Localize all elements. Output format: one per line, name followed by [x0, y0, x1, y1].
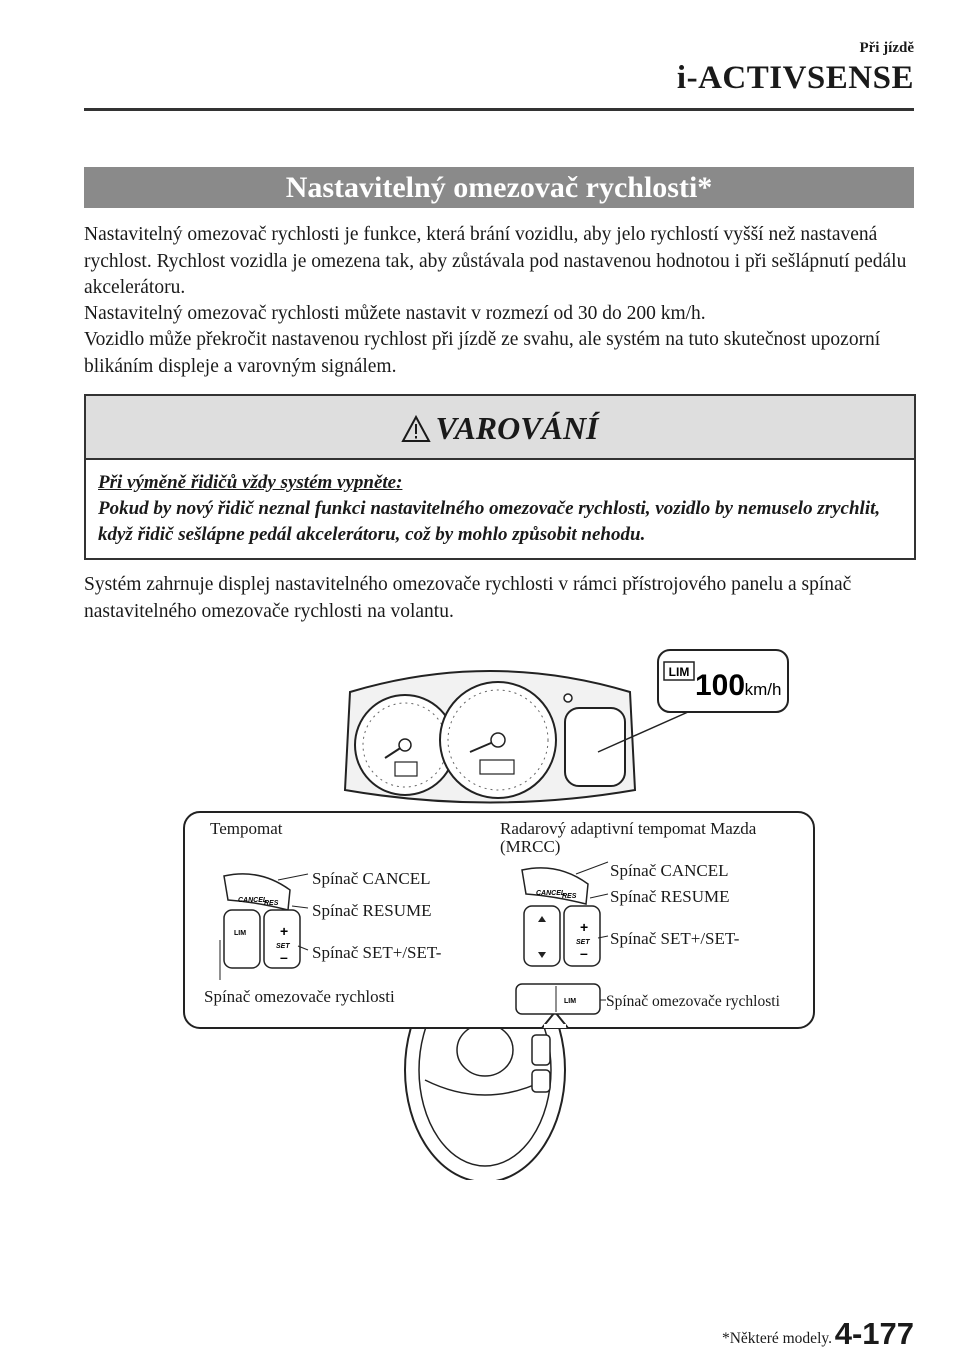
svg-text:RES: RES: [264, 900, 279, 907]
svg-text:SET: SET: [576, 939, 590, 946]
running-head-section: Při jízdě: [859, 40, 914, 56]
cruise-control-title: Tempomat: [210, 819, 283, 838]
svg-text:–: –: [580, 945, 588, 961]
right-setpm-label: Spínač SET+/SET-: [610, 929, 740, 948]
warning-text: Pokud by nový řidič neznal funkci nastavitelného omezovače rychlosti, vozidlo by nemuselo zrychlit, když řidič sešlápne pedál akcelerátoru, což by mohlo způsobit nehodu.: [98, 498, 881, 545]
svg-text:LIM: LIM: [234, 930, 247, 937]
instrument-cluster-illustration: [180, 640, 820, 1180]
svg-text:CANCEL: CANCEL: [536, 890, 566, 897]
mrcc-limiter-switch: [516, 984, 600, 1014]
svg-text:RES: RES: [562, 893, 577, 900]
footnote: *Některé modely.: [721, 1330, 832, 1347]
svg-text:–: –: [280, 949, 288, 965]
lim-badge: LIM: [668, 665, 690, 679]
mrcc-title-line1: Radarový adaptivní tempomat Mazda: [500, 819, 757, 838]
right-cancel-label: Spínač CANCEL: [610, 861, 729, 880]
svg-text:+: +: [280, 923, 289, 939]
warning-box: [84, 394, 916, 560]
right-limiter-label: Spínač omezovače rychlosti: [606, 993, 780, 1010]
left-cancel-label: Spínač CANCEL: [312, 869, 431, 888]
warning-header: [86, 396, 914, 460]
running-head-chapter: i-ACTIVSENSE: [676, 60, 914, 96]
system-description: Systém zahrnuje displej nastavitelného omezovače rychlosti v rámci přístrojového panelu a spínač nastavitelného omezovače rychlosti na volantu.: [84, 574, 852, 622]
right-resume-label: Spínač RESUME: [610, 887, 730, 906]
warning-subtitle: Při výměně řidičů vždy systém vypněte:: [98, 472, 403, 493]
svg-text:+: +: [580, 919, 589, 935]
intro-paragraph-3: Vozidlo může překročit nastavenou rychlost při jízdě ze svahu, ale systém na tuto skutečnost upozorní blikáním displeje a varovným signálem.: [84, 329, 881, 377]
header-rule: [84, 108, 914, 111]
mrcc-title-line2: (MRCC): [500, 837, 561, 856]
intro-paragraph-2: Nastavitelný omezovač rychlosti můžete nastavit v rozmezí od 30 do 200 km/h.: [84, 303, 706, 324]
limiter-display-callout: [658, 650, 788, 712]
svg-text:LIM: LIM: [564, 998, 577, 1005]
intro-paragraph-1: Nastavitelný omezovač rychlosti je funkce, která brání vozidlu, aby jelo rychlostí vyšší než nastavená rychlost. Rychlost vozidla je omezena tak, aby zůstávala pod nastavenou hodnotou i při sešlápnutí pedálu akcelerátoru.: [84, 224, 907, 298]
warning-triangle-icon: [401, 415, 431, 443]
set-speed-value: 100: [694, 669, 746, 702]
left-resume-label: Spínač RESUME: [312, 901, 432, 920]
svg-text:SET: SET: [276, 943, 290, 950]
left-limiter-label: Spínač omezovače rychlosti: [204, 987, 395, 1006]
warning-body: [86, 460, 914, 548]
warning-title: VAROVÁNÍ: [435, 410, 599, 446]
page-number: 4-177: [834, 1316, 914, 1351]
svg-text:CANCEL: CANCEL: [238, 897, 268, 904]
multi-info-display: [565, 708, 625, 786]
section-title: Nastavitelný omezovač rychlosti*: [84, 167, 914, 208]
left-setpm-label: Spínač SET+/SET-: [312, 943, 442, 962]
set-speed-unit: km/h: [744, 680, 782, 699]
